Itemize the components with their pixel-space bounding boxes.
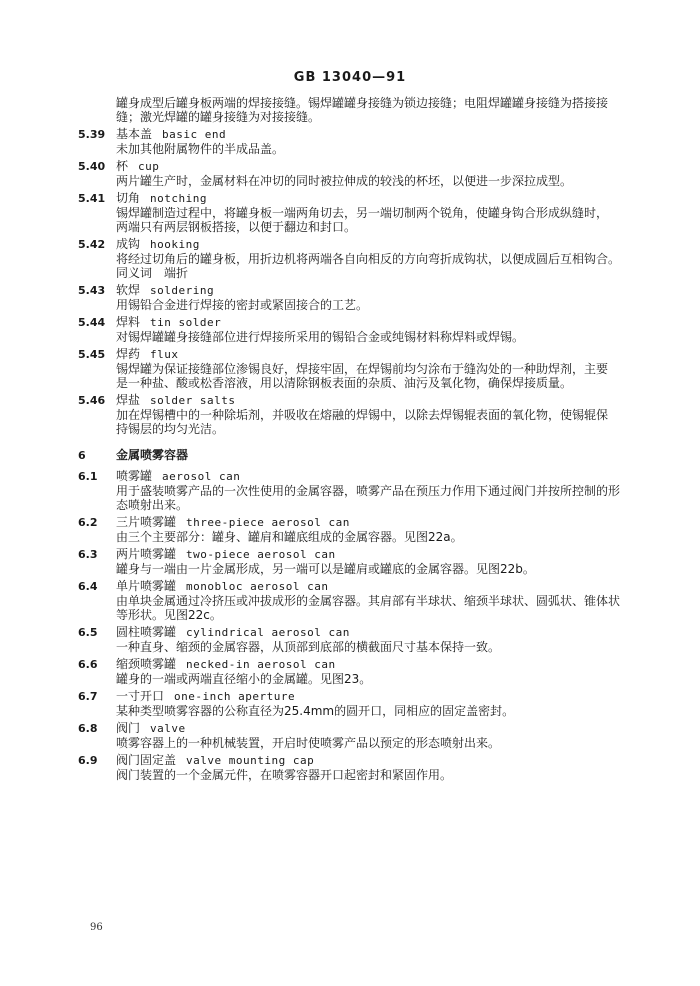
entry-heading (78, 689, 638, 704)
clause-number: 5.40 (78, 160, 106, 173)
term-chinese: 阀门 (116, 721, 141, 735)
term-chinese: 焊盐 (116, 393, 141, 407)
definition-line: 某种类型喷雾容器的公称直径为25.4mm的圆开口，同相应的固定盖密封。 (116, 704, 515, 718)
definition-line: 将经过切角后的罐身板，用折边机将两端各自向相反的方向弯折成钩状，以便成圆后互相钩合。 (116, 252, 621, 266)
term-english: two-piece aerosol can (186, 548, 336, 561)
entry-heading (78, 625, 638, 640)
definition-line: 由单块金属通过冷挤压或冲拔成形的金属容器。其肩部有半球状、缩颈半球状、圆弧状、锥体状 (116, 594, 621, 608)
clause-number: 6.2 (78, 516, 98, 529)
entry-heading (78, 347, 638, 362)
definition-line: 罐身的一端或两端直径缩小的金属罐。见图23。 (116, 672, 372, 686)
definition-entry (78, 579, 638, 622)
entry-heading (78, 159, 638, 174)
term-chinese: 缩颈喷雾罐 (116, 657, 177, 671)
term-chinese: 杯 (116, 159, 129, 173)
definition-entry (78, 283, 638, 312)
definition-entry (78, 127, 638, 156)
definition-line: 两端只有两层钢板搭接，以便于翻边和封口。 (116, 220, 357, 234)
section-heading (78, 448, 638, 463)
page-content (78, 96, 638, 782)
definition-entry (78, 347, 638, 390)
definition-line: 一种直身、缩颈的金属容器，从顶部到底部的横截面尺寸基本保持一致。 (116, 640, 501, 654)
clause-number: 5.45 (78, 348, 106, 361)
term-chinese: 阀门固定盖 (116, 753, 177, 767)
term-english: cup (138, 160, 160, 173)
definition-entry (78, 657, 638, 686)
term-chinese: 焊料 (116, 315, 141, 329)
definition-line: 锡焊罐制造过程中，将罐身板一端两角切去，另一端切制两个锐角，使罐身钩合形成纵缝时， (116, 206, 609, 220)
definition-entry (78, 191, 638, 234)
definition-entry (78, 721, 638, 750)
term-chinese: 一寸开口 (116, 689, 165, 703)
term-english: valve mounting cap (186, 754, 315, 767)
entry-heading (78, 547, 638, 562)
definition-line: 态喷射出来。 (116, 498, 189, 512)
term-chinese: 两片喷雾罐 (116, 547, 177, 561)
section-title: 金属喷雾容器 (116, 448, 189, 462)
term-chinese: 圆柱喷雾罐 (116, 625, 177, 639)
entry-heading (78, 657, 638, 672)
term-english: necked-in aerosol can (186, 658, 336, 671)
intro-paragraph (78, 96, 638, 124)
definition-line: 用锡铅合金进行焊接的密封或紧固接合的工艺。 (116, 298, 369, 312)
term-english: notching (150, 192, 207, 205)
term-chinese: 基本盖 (116, 127, 153, 141)
definition-entry (78, 469, 638, 512)
clause-number: 5.46 (78, 394, 106, 407)
definition-line: 同义词 端折 (116, 266, 189, 280)
term-chinese: 切角 (116, 191, 141, 205)
definition-entry (78, 159, 638, 188)
clause-number: 5.42 (78, 238, 106, 251)
term-chinese: 软焊 (116, 283, 141, 297)
definition-line: 未加其他附属物件的半成品盖。 (116, 142, 285, 156)
entry-heading (78, 315, 638, 330)
entries-section-5 (78, 127, 638, 436)
term-english: cylindrical aerosol can (186, 626, 350, 639)
definition-line: 锡焊罐为保证接缝部位渗锡良好，焊接牢固，在焊锡前均匀涂布于缝沟处的一种助焊剂，主要 (116, 362, 609, 376)
clause-number: 6.5 (78, 626, 98, 639)
entry-heading (78, 237, 638, 252)
definition-entry (78, 315, 638, 344)
term-english: tin solder (150, 316, 222, 329)
term-english: valve (150, 722, 186, 735)
definition-entry (78, 237, 638, 280)
page-number: 96 (90, 922, 103, 933)
definition-entry (78, 753, 638, 782)
clause-number: 6.9 (78, 754, 98, 767)
definition-line: 是一种盐、酸或松香溶液，用以清除钢板表面的杂质、油污及氧化物，确保焊接质量。 (116, 376, 573, 390)
standard-header: GB 13040—91 (293, 70, 407, 85)
clause-number: 6.1 (78, 470, 98, 483)
entry-heading (78, 191, 638, 206)
term-chinese: 单片喷雾罐 (116, 579, 177, 593)
clause-number: 6.3 (78, 548, 98, 561)
entries-section-6 (78, 469, 638, 782)
definition-line: 阀门装置的一个金属元件，在喷雾容器开口起密封和紧固作用。 (116, 768, 453, 782)
clause-number: 5.41 (78, 192, 106, 205)
definition-line: 对锡焊罐罐身接缝部位进行焊接所采用的锡铅合金或纯锡材料称焊料或焊锡。 (116, 330, 525, 344)
clause-number: 6.8 (78, 722, 98, 735)
term-english: monobloc aerosol can (186, 580, 329, 593)
intro-line: 罐身成型后罐身板两端的焊接接缝。锡焊罐罐身接缝为锁边接缝；电阻焊罐罐身接缝为搭接接 (116, 96, 609, 110)
clause-number: 5.43 (78, 284, 106, 297)
entry-heading (78, 753, 638, 768)
clause-number: 6.4 (78, 580, 98, 593)
definition-line: 加在焊锡槽中的一种除垢剂，并吸收在熔融的焊锡中，以除去焊锡辊表面的氧化物，使锡辊保 (116, 408, 609, 422)
definition-entry (78, 547, 638, 576)
entry-heading (78, 515, 638, 530)
term-english: hooking (150, 238, 200, 251)
term-english: solder salts (150, 394, 236, 407)
term-english: basic end (162, 128, 227, 141)
clause-number: 6.6 (78, 658, 98, 671)
definition-line: 用于盛装喷雾产品的一次性使用的金属容器，喷雾产品在预压力作用下通过阀门并按所控制的形 (116, 484, 621, 498)
clause-number: 6.7 (78, 690, 98, 703)
definition-line: 两片罐生产时，金属材料在冲切的同时被拉伸成的较浅的杯坯，以便进一步深拉成型。 (116, 174, 573, 188)
entry-heading (78, 721, 638, 736)
term-chinese: 成钩 (116, 237, 141, 251)
entry-heading (78, 469, 638, 484)
term-english: soldering (150, 284, 215, 297)
entry-heading (78, 579, 638, 594)
definition-line: 等形状。见图22c。 (116, 608, 222, 622)
entry-heading (78, 127, 638, 142)
clause-number: 5.44 (78, 316, 106, 329)
term-chinese: 喷雾罐 (116, 469, 153, 483)
term-english: three-piece aerosol can (186, 516, 350, 529)
definition-line: 由三个主要部分：罐身、罐肩和罐底组成的金属容器。见图22a。 (116, 530, 463, 544)
entry-heading (78, 283, 638, 298)
definition-entry (78, 689, 638, 718)
intro-line: 缝；激光焊罐的罐身接缝为对接接缝。 (116, 110, 321, 124)
term-chinese: 三片喷雾罐 (116, 515, 177, 529)
definition-line: 持锡层的均匀光洁。 (116, 422, 225, 436)
term-english: aerosol can (162, 470, 241, 483)
definition-line: 罐身与一端由一片金属形成，另一端可以是罐肩或罐底的金属容器。见图22b。 (116, 562, 535, 576)
entry-heading (78, 393, 638, 408)
term-english: flux (150, 348, 179, 361)
section-number: 6 (78, 449, 86, 462)
clause-number: 5.39 (78, 128, 106, 141)
term-english: one-inch aperture (174, 690, 296, 703)
definition-entry (78, 515, 638, 544)
definition-entry (78, 625, 638, 654)
definition-line: 喷雾容器上的一种机械装置，开启时使喷雾产品以预定的形态喷射出来。 (116, 736, 501, 750)
definition-entry (78, 393, 638, 436)
term-chinese: 焊药 (116, 347, 141, 361)
